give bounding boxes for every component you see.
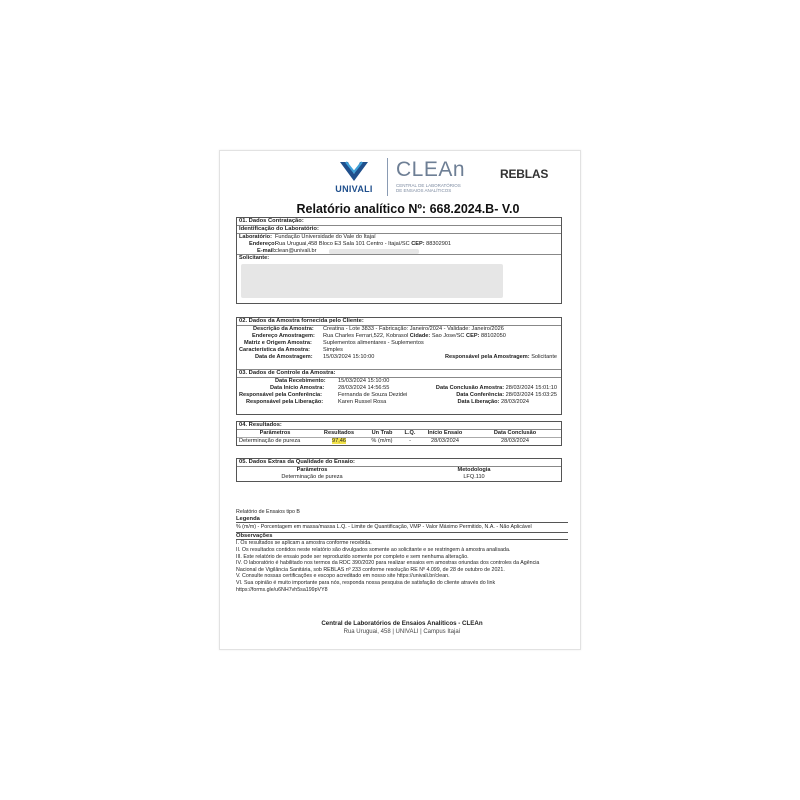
lab-email-label: E-mail: bbox=[257, 248, 276, 254]
method-cell: LFQ.110 bbox=[463, 474, 485, 480]
sampling-address-label: Endereço Amostragem: bbox=[252, 333, 315, 339]
column-header: Data Conclusão bbox=[493, 430, 537, 436]
column-header: Un Trab bbox=[371, 430, 393, 436]
control-details bbox=[237, 378, 561, 414]
observations-box bbox=[236, 532, 568, 541]
requester-label: Solicitante: bbox=[239, 255, 270, 261]
observation-item: V. Consulte nossas certificações e escopo acreditado em nosso site https://univali.br/clean. bbox=[236, 573, 450, 580]
conclusion-cell: 28/03/2024 bbox=[501, 438, 529, 444]
release-responsible-value: Karen Russel Rosa bbox=[338, 399, 387, 405]
results-table bbox=[237, 430, 561, 445]
column-header: L.Q. bbox=[404, 430, 416, 436]
univali-wordmark: UNIVALI bbox=[335, 184, 373, 194]
observation-item: Nacional de Vigilância Sanitária, sob REBLAS nº 233 conforme resolução RE Nº 4.099, de 28 de outubro de 2021. bbox=[236, 566, 505, 573]
observation-item: IV. O laboratório é habilitado nos termos da RDC 390/2020 para realizar ensaios em amostras oriundas dos controles da Agência bbox=[236, 560, 540, 567]
lab-label: Laboratório: bbox=[239, 234, 272, 240]
start-date-value: 28/03/2024 14:56:55 bbox=[338, 385, 390, 391]
observation-item: https://forms.gle/u6NH7vh5sa199pVY8 bbox=[236, 586, 328, 593]
section-amostra bbox=[236, 317, 562, 415]
page-footer bbox=[236, 620, 568, 635]
matrix-value: Suplementos alimentares - Suplementos bbox=[323, 340, 424, 346]
conference-responsible-label: Responsável pela Conferência: bbox=[239, 392, 323, 398]
report-title: Relatório analítico Nº: 668.2024.B- V.0 bbox=[296, 202, 520, 216]
logo-divider bbox=[387, 158, 388, 196]
report-type: Relatório de Ensaios tipo B bbox=[236, 509, 300, 515]
quality-table bbox=[237, 467, 561, 481]
sample-description-label: Descrição da Amostra: bbox=[253, 326, 314, 332]
lab-value: Fundação Universidade do Vale do Itajaí bbox=[275, 234, 376, 240]
section-qualidade bbox=[236, 458, 562, 482]
lab-details bbox=[237, 234, 561, 255]
lab-email-value: clean@univali.br bbox=[275, 248, 317, 254]
start-cell: 28/03/2024 bbox=[431, 438, 459, 444]
observation-item: I. Os resultados se aplicam a amostra conforme recebida. bbox=[236, 540, 372, 547]
reblas-wordmark: REBLAS bbox=[500, 167, 549, 181]
characteristic-value: Simples bbox=[323, 347, 343, 353]
parameter-cell: Determinação de pureza bbox=[281, 474, 343, 480]
column-header: Resultados bbox=[323, 430, 355, 436]
section-05-heading: 05. Dados Extras da Qualidade do Ensaio: bbox=[237, 459, 561, 467]
legend-title: Legenda bbox=[236, 515, 260, 522]
lab-address-label: Endereço: bbox=[249, 241, 277, 247]
sample-details bbox=[237, 326, 561, 370]
release-responsible-label: Responsável pela Liberação: bbox=[246, 399, 324, 405]
quality-header-row bbox=[237, 467, 561, 474]
sampling-responsible: Responsável pela Amostragem: Solicitante bbox=[444, 354, 557, 360]
footer-address: Rua Uruguai, 458 | UNIVALI | Campus Itajaí bbox=[343, 629, 461, 635]
section-02-heading: 02. Dados da Amostra fornecida pelo Cliente: bbox=[237, 318, 561, 326]
section-03-heading: 03. Dados de Controle da Amostra: bbox=[237, 370, 561, 378]
parameter-cell: Determinação de pureza bbox=[239, 438, 301, 444]
sampling-date-value: 15/03/2024 15:10:00 bbox=[323, 354, 375, 360]
received-date-label: Data Recebimento: bbox=[275, 378, 326, 384]
sampling-address-value: Rua Charles Ferrari,522, Kobrasol Cidade: Sao Jose/SC CEP: 88102050 bbox=[323, 333, 506, 339]
lq-cell: - bbox=[409, 438, 411, 444]
sampling-date-label: Data de Amostragem: bbox=[255, 354, 313, 360]
legend-text: % (m/m) - Porcentagem em massa/massa L.Q. - Limite de Quantificação, VMP - Valor Máximo Permitido, N.A. - Não Aplicável bbox=[236, 522, 568, 531]
redacted-requester bbox=[241, 264, 503, 298]
table-row bbox=[237, 438, 561, 446]
column-header: Parâmetros bbox=[259, 430, 291, 436]
observation-item: III. Este relatório de ensaio pode ser reproduzido somente por completo e sem nenhuma alteração. bbox=[236, 553, 469, 560]
observation-item: VI. Sua opinião é muito importante para nós, responda nossa pesquisa de satisfação do cliente através do link bbox=[236, 579, 496, 586]
conference-date: Data Conferência: 28/03/2024 15:03:25 bbox=[456, 392, 557, 398]
section-04-heading: 04. Resultados: bbox=[237, 422, 561, 430]
clean-wordmark: CLEAn bbox=[396, 158, 466, 181]
univali-logo bbox=[328, 160, 380, 200]
univali-mark-icon bbox=[338, 160, 370, 182]
lab-identification-heading: Identificação do Laboratório: bbox=[237, 226, 561, 234]
table-row bbox=[237, 474, 561, 481]
conference-responsible-value: Fernanda de Souza Dezidei bbox=[338, 392, 408, 398]
clean-logo bbox=[396, 159, 496, 199]
reblas-logo bbox=[500, 167, 562, 187]
redacted-field bbox=[329, 249, 419, 254]
lab-address-value: Rua Uruguai,458 Bloco E3 Sala 101 Centro - Itajaí/SC CEP: 88302901 bbox=[275, 241, 452, 247]
column-header: Início Ensaio bbox=[427, 430, 463, 436]
footer-title: Central de Laboratórios de Ensaios Analíticos - CLEAn bbox=[321, 620, 483, 627]
notes-block bbox=[236, 509, 568, 593]
requester-block bbox=[237, 255, 561, 303]
unit-cell: % (m/m) bbox=[371, 438, 393, 444]
result-cell bbox=[313, 438, 365, 446]
start-date-label: Data Início Amostra: bbox=[270, 385, 325, 391]
received-date-value: 15/03/2024 15:10:00 bbox=[338, 378, 390, 384]
conclusion-date: Data Conclusão Amostra: 28/03/2024 15:01:10 bbox=[435, 385, 557, 391]
column-header: Metodologia bbox=[457, 467, 491, 473]
sample-description-value: Creatina - Lote 3833 - Fabricação: Janeiro/2024 - Validade: Janeiro/2026 bbox=[323, 326, 504, 332]
section-01-heading: 01. Dados Contratação: bbox=[237, 218, 561, 226]
release-date: Data Liberação: 28/03/2024 bbox=[457, 399, 529, 405]
observation-item: II. Os resultados contidos neste relatório são divulgados somente ao solicitante e se restringem à amostra analisada. bbox=[236, 546, 511, 553]
report-page bbox=[219, 150, 581, 650]
observations-title: Observações bbox=[236, 532, 273, 539]
characteristic-label: Característica da Amostra: bbox=[239, 347, 310, 353]
clean-subtitle: CENTRAL DE LABORATÓRIOS DE ENSAIOS ANALÍTICOS bbox=[396, 183, 461, 193]
results-header-row bbox=[237, 430, 561, 438]
section-contratacao bbox=[236, 217, 562, 304]
result-highlight: 97,46 bbox=[332, 438, 346, 444]
column-header: Parâmetros bbox=[296, 467, 328, 473]
matrix-label: Matriz e Origem Amostra: bbox=[244, 340, 312, 346]
section-resultados bbox=[236, 421, 562, 446]
